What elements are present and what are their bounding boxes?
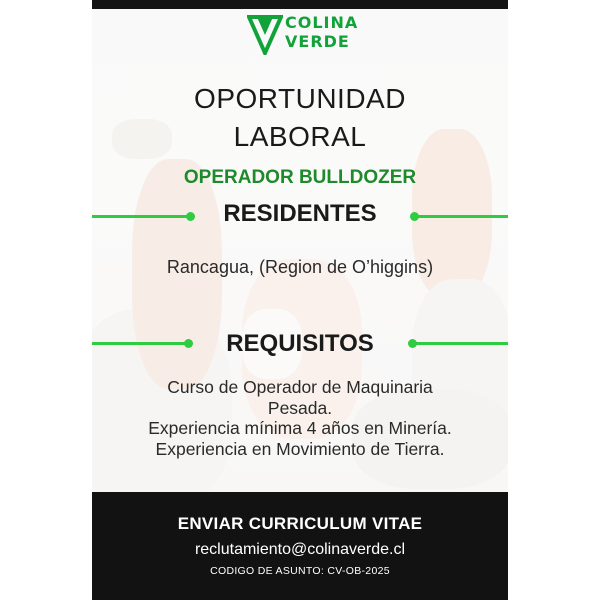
requirement-item: Experiencia en Movimiento de Tierra. [155,438,445,459]
job-poster [92,0,508,600]
logo-text [285,13,358,51]
residents-heading: RESIDENTES [223,200,377,227]
footer-panel [92,492,508,600]
subject-code: CODIGO DE ASUNTO: CV-OB-2025 [210,565,390,577]
requirement-item: Experiencia mínima 4 años en Minería. [148,418,452,438]
logo-line1: COLINA [285,13,359,32]
location-text: Rancagua, (Region de O’higgins) [166,257,434,277]
logo-line2: VERDE [285,32,350,51]
email-link[interactable]: reclutamiento@colinaverde.cl [194,541,406,558]
logo-mark-icon [247,13,283,55]
title-line1: OPORTUNIDAD [194,83,406,114]
colina-verde-logo [247,13,362,55]
position-title: OPERADOR BULLDOZER [183,167,417,188]
requirements-heading: REQUISITOS [226,330,374,357]
top-bar [92,0,508,9]
title-line2: LABORAL [233,121,367,152]
requirement-item: Pesada. [267,397,333,418]
requirements-list [92,377,508,459]
requirement-item: Curso de Operador de Maquinaria [167,377,433,397]
cta-heading: ENVIAR CURRICULUM VITAE [177,514,423,533]
